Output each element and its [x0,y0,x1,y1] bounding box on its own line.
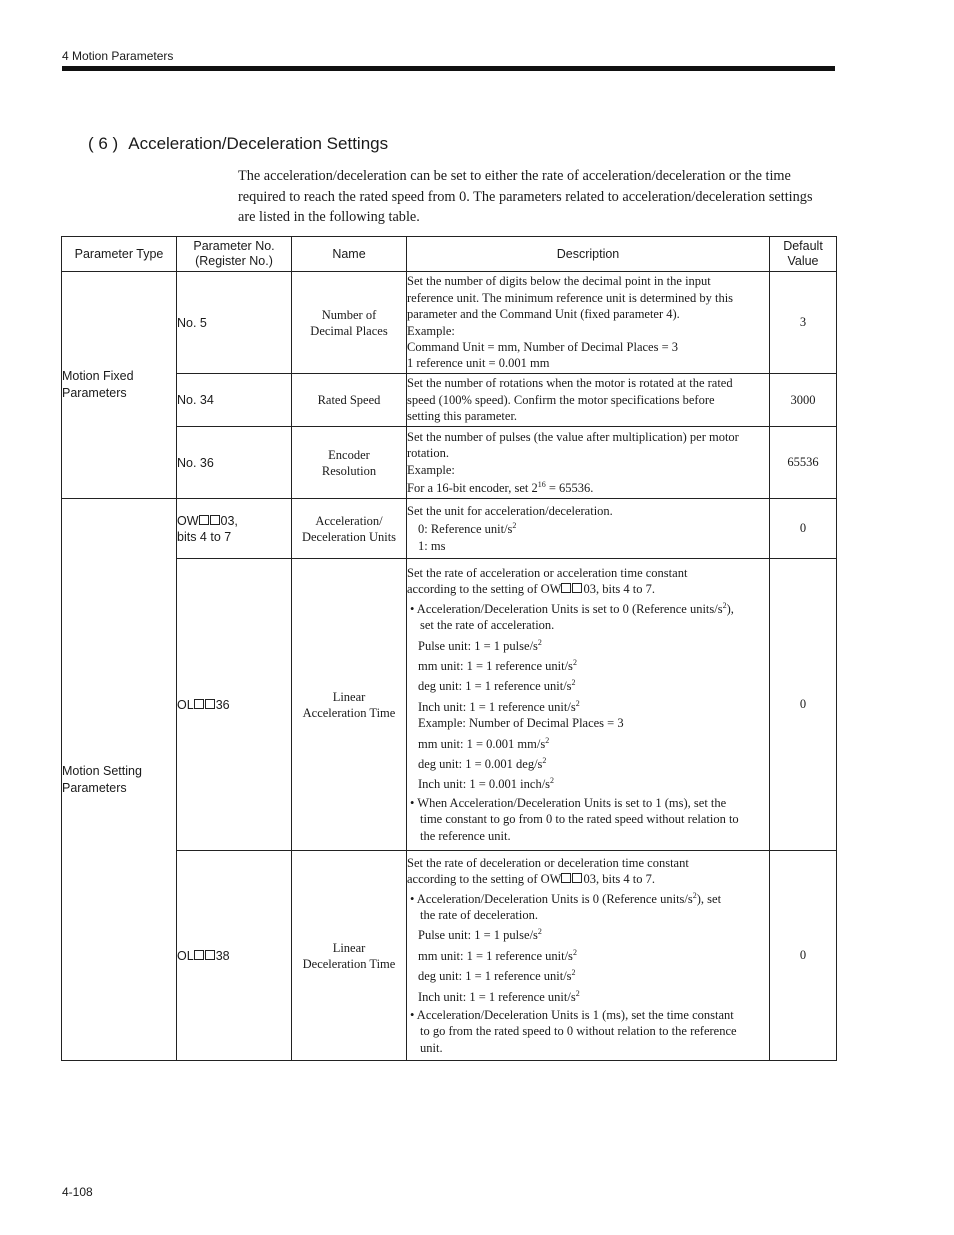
desc-text: Pulse unit: 1 = 1 pulse/s [418,638,538,653]
header-description: Description [407,237,770,272]
desc-line: parameter and the Command Unit (fixed parameter 4). [407,307,680,322]
desc-text: For a 16-bit encoder, set 2 [407,480,538,495]
section-title: Acceleration/Deceleration Settings [128,134,389,153]
register-no-line [177,513,291,529]
header-parameter-no [177,237,292,272]
desc-text: Pulse unit: 1 = 1 pulse/s [418,928,538,943]
table-row [62,272,837,374]
placeholder-box-icon [194,950,204,960]
desc-text: • Acceleration/Deceleration Units is set to 0 (Reference units/s [410,601,723,616]
desc-line [407,756,769,772]
desc-text: mm unit: 1 = 1 reference unit/s [418,658,573,673]
header-name: Name [292,237,407,272]
desc-line: Set the number of rotations when the motor is rotated at the rated [407,376,733,391]
desc-line: Example: Number of Decimal Places = 3 [418,716,624,731]
desc-bullet-line: • Acceleration/Deceleration Units is 1 (ms), set the time constant [410,1008,734,1023]
desc-line: Set the rate of deceleration or deceleration time constant [407,855,689,870]
desc-text: deg unit: 1 = 0.001 deg/s [418,757,543,772]
description-cell [407,851,770,1061]
desc-bullet-line [407,891,769,907]
register-prefix: OL [177,948,194,963]
table-row [62,559,837,851]
register-suffix: 03, [220,513,238,528]
desc-line [407,948,769,964]
header-default-line: Default [783,239,823,253]
header-register-no-line: (Register No.) [195,254,273,268]
desc-line [407,776,769,792]
placeholder-box-icon [561,583,571,593]
default-value-cell: 0 [770,851,837,1061]
default-value-cell: 0 [770,499,837,559]
desc-text: deg unit: 1 = 1 reference unit/s [418,679,572,694]
parameter-name-cell [292,559,407,851]
register-suffix: 38 [215,948,230,963]
desc-text: Inch unit: 1 = 0.001 inch/s [418,777,551,792]
parameter-name-cell [292,427,407,499]
description-cell [407,559,770,851]
exponent: 2 [537,927,542,937]
desc-text: Inch unit: 1 = 1 reference unit/s [418,699,576,714]
desc-line [407,927,769,943]
default-value-cell: 3000 [770,374,837,427]
page-number: 4-108 [62,1185,93,1199]
parameter-no-cell: No. 5 [177,272,292,374]
exponent: 2 [692,890,697,900]
description-cell [407,427,770,499]
desc-line [407,658,769,674]
intro-line: are listed in the following table. [238,209,420,225]
register-prefix: OL [177,697,194,712]
placeholder-box-icon [561,873,571,883]
header-parameter-type: Parameter Type [62,237,177,272]
desc-line: Set the number of pulses (the value after multiplication) per motor [407,429,739,444]
parameter-no-cell [177,851,292,1061]
name-line: Deceleration Time [302,956,396,971]
desc-text: 0: Reference unit/s [418,522,513,537]
desc-line: to go from the rated speed to 0 without relation to the reference [420,1024,737,1039]
parameter-no-cell [177,499,292,559]
register-bits-line: bits 4 to 7 [177,529,232,544]
exponent: 2 [575,698,580,708]
desc-line: reference unit. The minimum reference unit is determined by this [407,290,734,305]
desc-line: set the rate of acceleration. [420,618,555,633]
parameter-type-line: Motion Fixed [62,369,134,383]
exponent: 2 [722,600,727,610]
parameter-name-cell [292,851,407,1061]
desc-line [407,989,769,1005]
placeholder-box-icon [210,515,220,525]
desc-line: 1: ms [418,538,446,553]
placeholder-box-icon [194,699,204,709]
desc-line: Command Unit = mm, Number of Decimal Places = 3 [407,339,678,354]
desc-text: = 65536. [545,480,594,495]
parameter-no-cell: No. 36 [177,427,292,499]
parameter-name-cell [292,499,407,559]
table-row [62,374,837,427]
desc-line: setting this parameter. [407,409,518,424]
desc-text: ), [726,601,734,616]
name-line: Deceleration Units [301,529,397,544]
intro-line: required to reach the rated speed from 0. The parameters related to acceleration/deceleration settings [238,188,813,205]
header-parameter-no-line: Parameter No. [193,239,275,253]
parameter-type-line: Parameters [62,780,127,795]
desc-text: deg unit: 1 = 1 reference unit/s [418,969,572,984]
header-rule [62,66,835,71]
exponent: 2 [572,947,577,957]
name-line: Linear [332,689,366,704]
desc-line [407,699,769,715]
desc-text: according to the setting of OW [407,582,562,597]
desc-line [407,968,769,984]
name-line: Linear [332,940,366,955]
desc-bullet-line: • When Acceleration/Deceleration Units is set to 1 (ms), set the [410,795,727,810]
exponent: 2 [571,678,576,688]
running-header: 4 Motion Parameters [62,49,174,63]
description-cell [407,272,770,374]
desc-text: 03, bits 4 to 7. [583,872,656,887]
parameter-name-cell [292,272,407,374]
description-cell [407,374,770,427]
desc-line [407,736,769,752]
parameter-no-cell [177,559,292,851]
section-number: ( 6 ) [88,134,119,153]
desc-line [407,678,769,694]
desc-line [407,521,769,537]
default-value-cell: 0 [770,559,837,851]
exponent: 2 [572,657,577,667]
desc-line: Example: [407,323,455,338]
desc-line: time constant to go from 0 to the rated speed without relation to [420,812,739,827]
desc-line [407,871,769,887]
parameter-type-line: Motion Setting [62,763,142,778]
register-suffix: 36 [215,697,230,712]
desc-bullet-line [407,601,769,617]
table-header-row [62,237,837,272]
exponent: 2 [537,637,542,647]
parameter-table [61,236,837,1061]
name-line: Decimal Places [310,323,388,338]
desc-line: Set the number of digits below the decimal point in the input [407,274,711,289]
desc-line: unit. [420,1040,443,1055]
parameter-name-cell [292,374,407,427]
section-heading [88,134,388,154]
exponent: 16 [537,479,546,489]
desc-text: • Acceleration/Deceleration Units is 0 (Reference units/s [410,891,693,906]
desc-line: Example: [407,462,455,477]
name-line: Acceleration/ [315,513,383,528]
desc-line [407,480,769,496]
exponent: 2 [545,735,550,745]
desc-line: Set the unit for acceleration/deceleration. [407,503,613,518]
desc-text: Inch unit: 1 = 1 reference unit/s [418,989,576,1004]
register-prefix: OW [177,513,199,528]
desc-line [407,638,769,654]
table-row [62,427,837,499]
exponent: 2 [571,968,576,978]
desc-text: mm unit: 1 = 1 reference unit/s [418,948,573,963]
exponent: 2 [575,988,580,998]
name-line: Rated Speed [317,393,381,407]
header-default-value [770,237,837,272]
parameter-no-cell: No. 34 [177,374,292,427]
desc-text: 03, bits 4 to 7. [583,582,656,597]
intro-line: The acceleration/deceleration can be set to either the rate of acceleration/deceleration or the time [238,168,791,184]
parameter-type-cell [62,272,177,499]
parameter-type-cell [62,499,177,1061]
desc-line: 1 reference unit = 0.001 mm [407,356,550,371]
desc-line: the reference unit. [420,828,511,843]
placeholder-box-icon [199,515,209,525]
desc-text: ), set [696,891,722,906]
placeholder-box-icon [572,583,582,593]
parameter-type-line: Parameters [62,386,127,400]
default-value-cell: 65536 [770,427,837,499]
name-line: Acceleration Time [302,705,396,720]
header-value-line: Value [787,254,819,268]
table-row [62,499,837,559]
desc-line [407,581,769,597]
exponent: 2 [542,756,547,766]
placeholder-box-icon [205,950,215,960]
desc-line: speed (100% speed). Confirm the motor specifications before [407,392,715,407]
placeholder-box-icon [572,873,582,883]
desc-line: Set the rate of acceleration or acceleration time constant [407,565,688,580]
description-cell [407,499,770,559]
placeholder-box-icon [205,699,215,709]
name-line: Number of [321,307,377,322]
exponent: 2 [550,776,555,786]
desc-text: mm unit: 1 = 0.001 mm/s [418,736,546,751]
desc-line: rotation. [407,446,450,461]
desc-line: the rate of deceleration. [420,907,538,922]
intro-paragraph [238,166,838,228]
name-line: Resolution [321,463,377,478]
table-row [62,851,837,1061]
default-value-cell: 3 [770,272,837,374]
exponent: 2 [512,521,517,531]
desc-text: according to the setting of OW [407,872,562,887]
name-line: Encoder [328,447,370,462]
